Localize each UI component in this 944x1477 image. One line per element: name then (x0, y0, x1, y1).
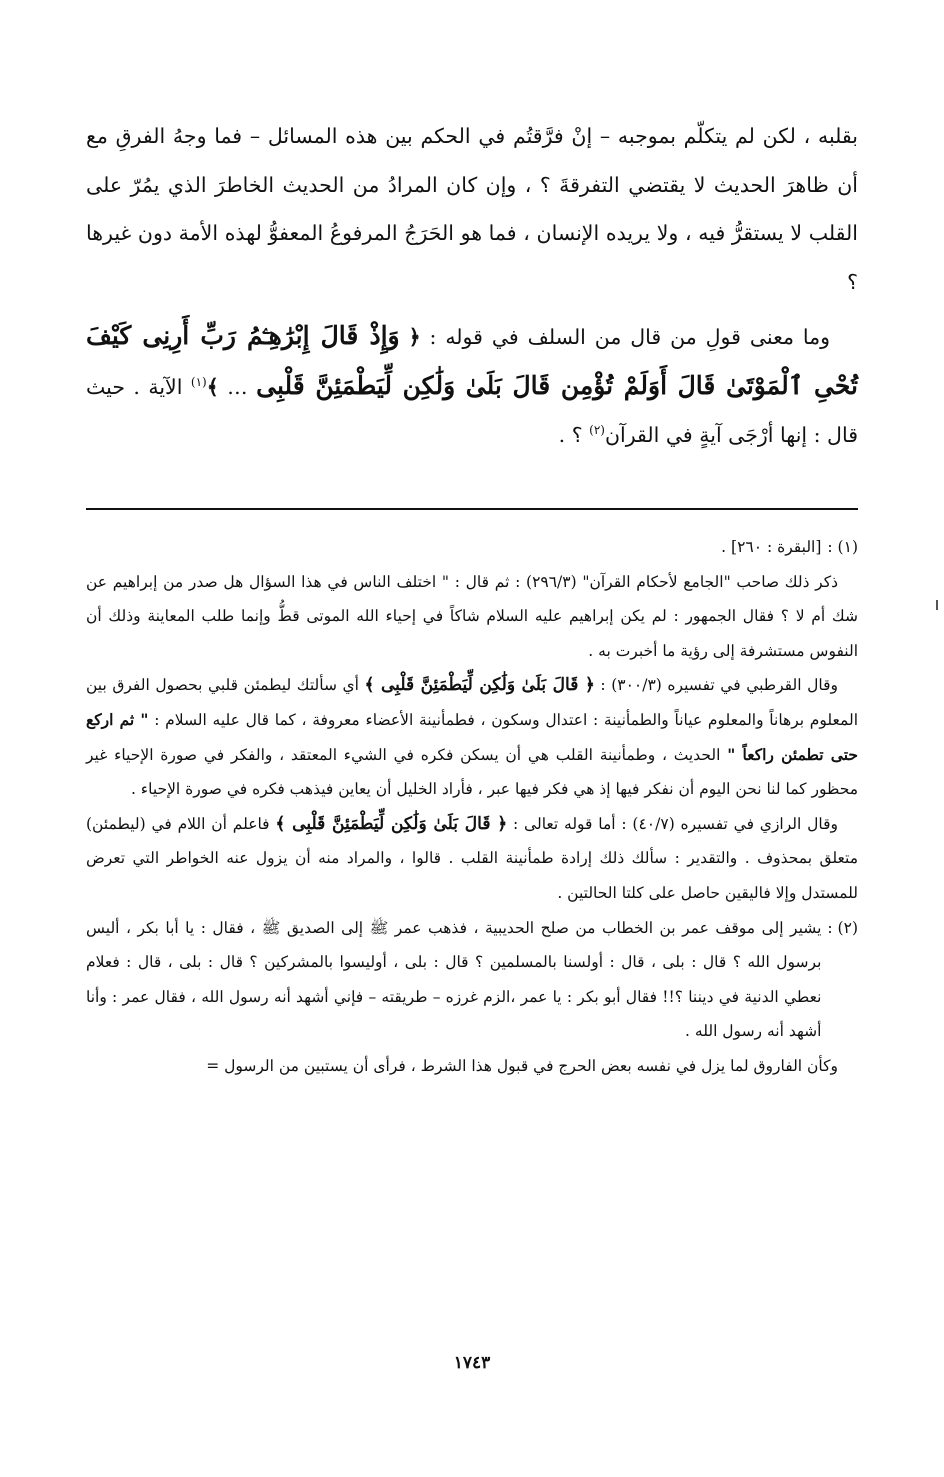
footnote-1-qurtubi-tafsir (86, 668, 858, 806)
verse-ellipsis: … (227, 374, 248, 399)
footnote-1-qurtubi-body: أي سألتك ليطمئن قلبي بحصول الفرق بين المعلوم برهاناً والمعلوم عياناً والطمأنينة : اعتدال وسكون ، فطمأنينة الأعضاء معروفة ، كما قال عليه السلام : (86, 676, 859, 729)
footnote-2-continuation: وكأن الفاروق لما يزل في نفسه بعض الحرج في قبول هذا الشرط ، فرأى أن يستبين من الرسول = (206, 1056, 838, 1075)
footnote-1-qurtubi-intro: وقال القرطبي في تفسيره (٣٠٠/٣) : (600, 676, 838, 695)
footnote-separator (86, 508, 858, 510)
footnote-1-number: (١) : (827, 538, 858, 556)
paragraph-question: بقلبه ، لكن لم يتكلّم بموجبه – إنْ فرَّقتُم في الحكم بين هذه المسائل – فما وجهُ الفرقِ مع أن ظاهرَ الحديث لا يقتضي التفرقةَ ؟ ، وإن كان المرادُ من الحديث الخاطرَ الذي يمُرّ على القلب لا يستقرُّ فيه ، ولا يريده الإنسان ، فما هو الحَرَجُ المرفوعُ المعفوُّ لهذه الأمة دون غيرها ؟ (86, 124, 858, 294)
main-text (86, 112, 858, 460)
footnote-2-number: (٢) : (827, 918, 858, 937)
footnote-2 (86, 911, 858, 1049)
footnote-1-razi-body: فاعلم أن اللام في (ليطمئن) متعلق بمحذوف . والتقدير : سألك ذلك إرادة طمأنينة القلب . قالوا ، والمراد منه أن يزول عنه الخواطر التي تعرض للمستدل وإلا فاليقين حاصل على كلتا الحالتين . (86, 814, 858, 902)
page-number: ١٧٤٣ (453, 1353, 491, 1373)
footnote-1-reference: [البقرة : ٢٦٠] . (721, 538, 822, 556)
footnote-1-qurtubi-verse: ﴿ قَالَ بَلَىٰ وَلَٰكِن لِّيَطْمَئِنَّ قَلْبِى ﴾ (364, 675, 595, 696)
footnote-1-hadith-quote: " ثم اركع حتى تطمئن راكعاً " (86, 709, 858, 764)
footnote-1-header (86, 530, 858, 565)
verse-end: ؟ . (558, 423, 583, 447)
quran-verse: وَإِذْ قَالَ إِبْرَٰهِـۧمُ رَبِّ أَرِنِى كَيْفَ تُحْىِ ٱلْمَوْتَىٰ قَالَ أَوَلَمْ تُؤْمِن قَالَ بَلَىٰ وَلَٰكِن لِّيَطْمَئِنَّ قَلْبِى (86, 321, 858, 400)
footnote-2-text: يشير إلى موقف عمر بن الخطاب من صلح الحديبية ، فذهب عمر ﷺ إلى الصديق ﷺ ، فقال : يا أبا بكر ، أليس برسول الله ؟ قال : بلى ، قال : أولسنا بالمسلمين ؟ قال : بلى ، أوليسوا بالمشركين ؟ قال : بلى ، قال : فعلام نعطي الدنية في ديننا ؟!! فقال أبو بكر : يا عمر ،الزم غرزه – طريقته – فإني أشهد أنه رسول الله ، فقال عمر : وأنا أشهد أنه رسول الله . (86, 918, 822, 1041)
paragraph-verse (86, 312, 858, 460)
verse-intro: وما معنى قولِ من قال من السلف في قوله : (429, 325, 830, 349)
quran-close-bracket: ﴾ (206, 374, 219, 399)
footnotes (86, 530, 858, 1084)
footnote-1-razi-verse: ﴿ قَالَ بَلَىٰ وَلَٰكِن لِّيَطْمَئِنَّ قَلْبِى ﴾ (275, 813, 508, 834)
footnote-1-qurtubi-rest: الحديث ، وطمأنينة القلب هي أن يسكن فكره في الشيء المعتقد ، والفكر في صورة الإحياء غير محظور كما لنا نحن اليوم أن نفكر فيها إذ هي فكر فيها عبر ، فأراد الخليل أن يعاين فيذهب فكره في صورة الإحياء . (86, 745, 858, 799)
footnote-ref-1: (١) (190, 374, 207, 389)
footnote-1-razi (86, 807, 858, 911)
footnote-ref-2: (٢) (589, 423, 605, 438)
quran-open-bracket: ﴿ (408, 325, 421, 349)
footnote-1-razi-intro: وقال الرازي في تفسيره (٤٠/٧) : أما قوله تعالى : (513, 814, 838, 833)
footnote-1-qurtubi-jami: ذكر ذلك صاحب "الجامع لأحكام القرآن" (٢٩٦/٣) : ثم قال : " اختلف الناس في هذا السؤال هل صدر من إبراهيم عن شك أم لا ؟ فقال الجمهور : لم يكن إبراهيم عليه السلام شاكاً في إحياء الله الموتى قطُّ وإنما طلب المعاينة وذلك أن النفوس مستشرفة إلى رؤية ما أخبرت به . (86, 572, 858, 660)
verse-after: الآية . حيث قال : إنها أرْجَى آيةٍ في القرآن (86, 374, 858, 447)
margin-mark (936, 600, 938, 610)
